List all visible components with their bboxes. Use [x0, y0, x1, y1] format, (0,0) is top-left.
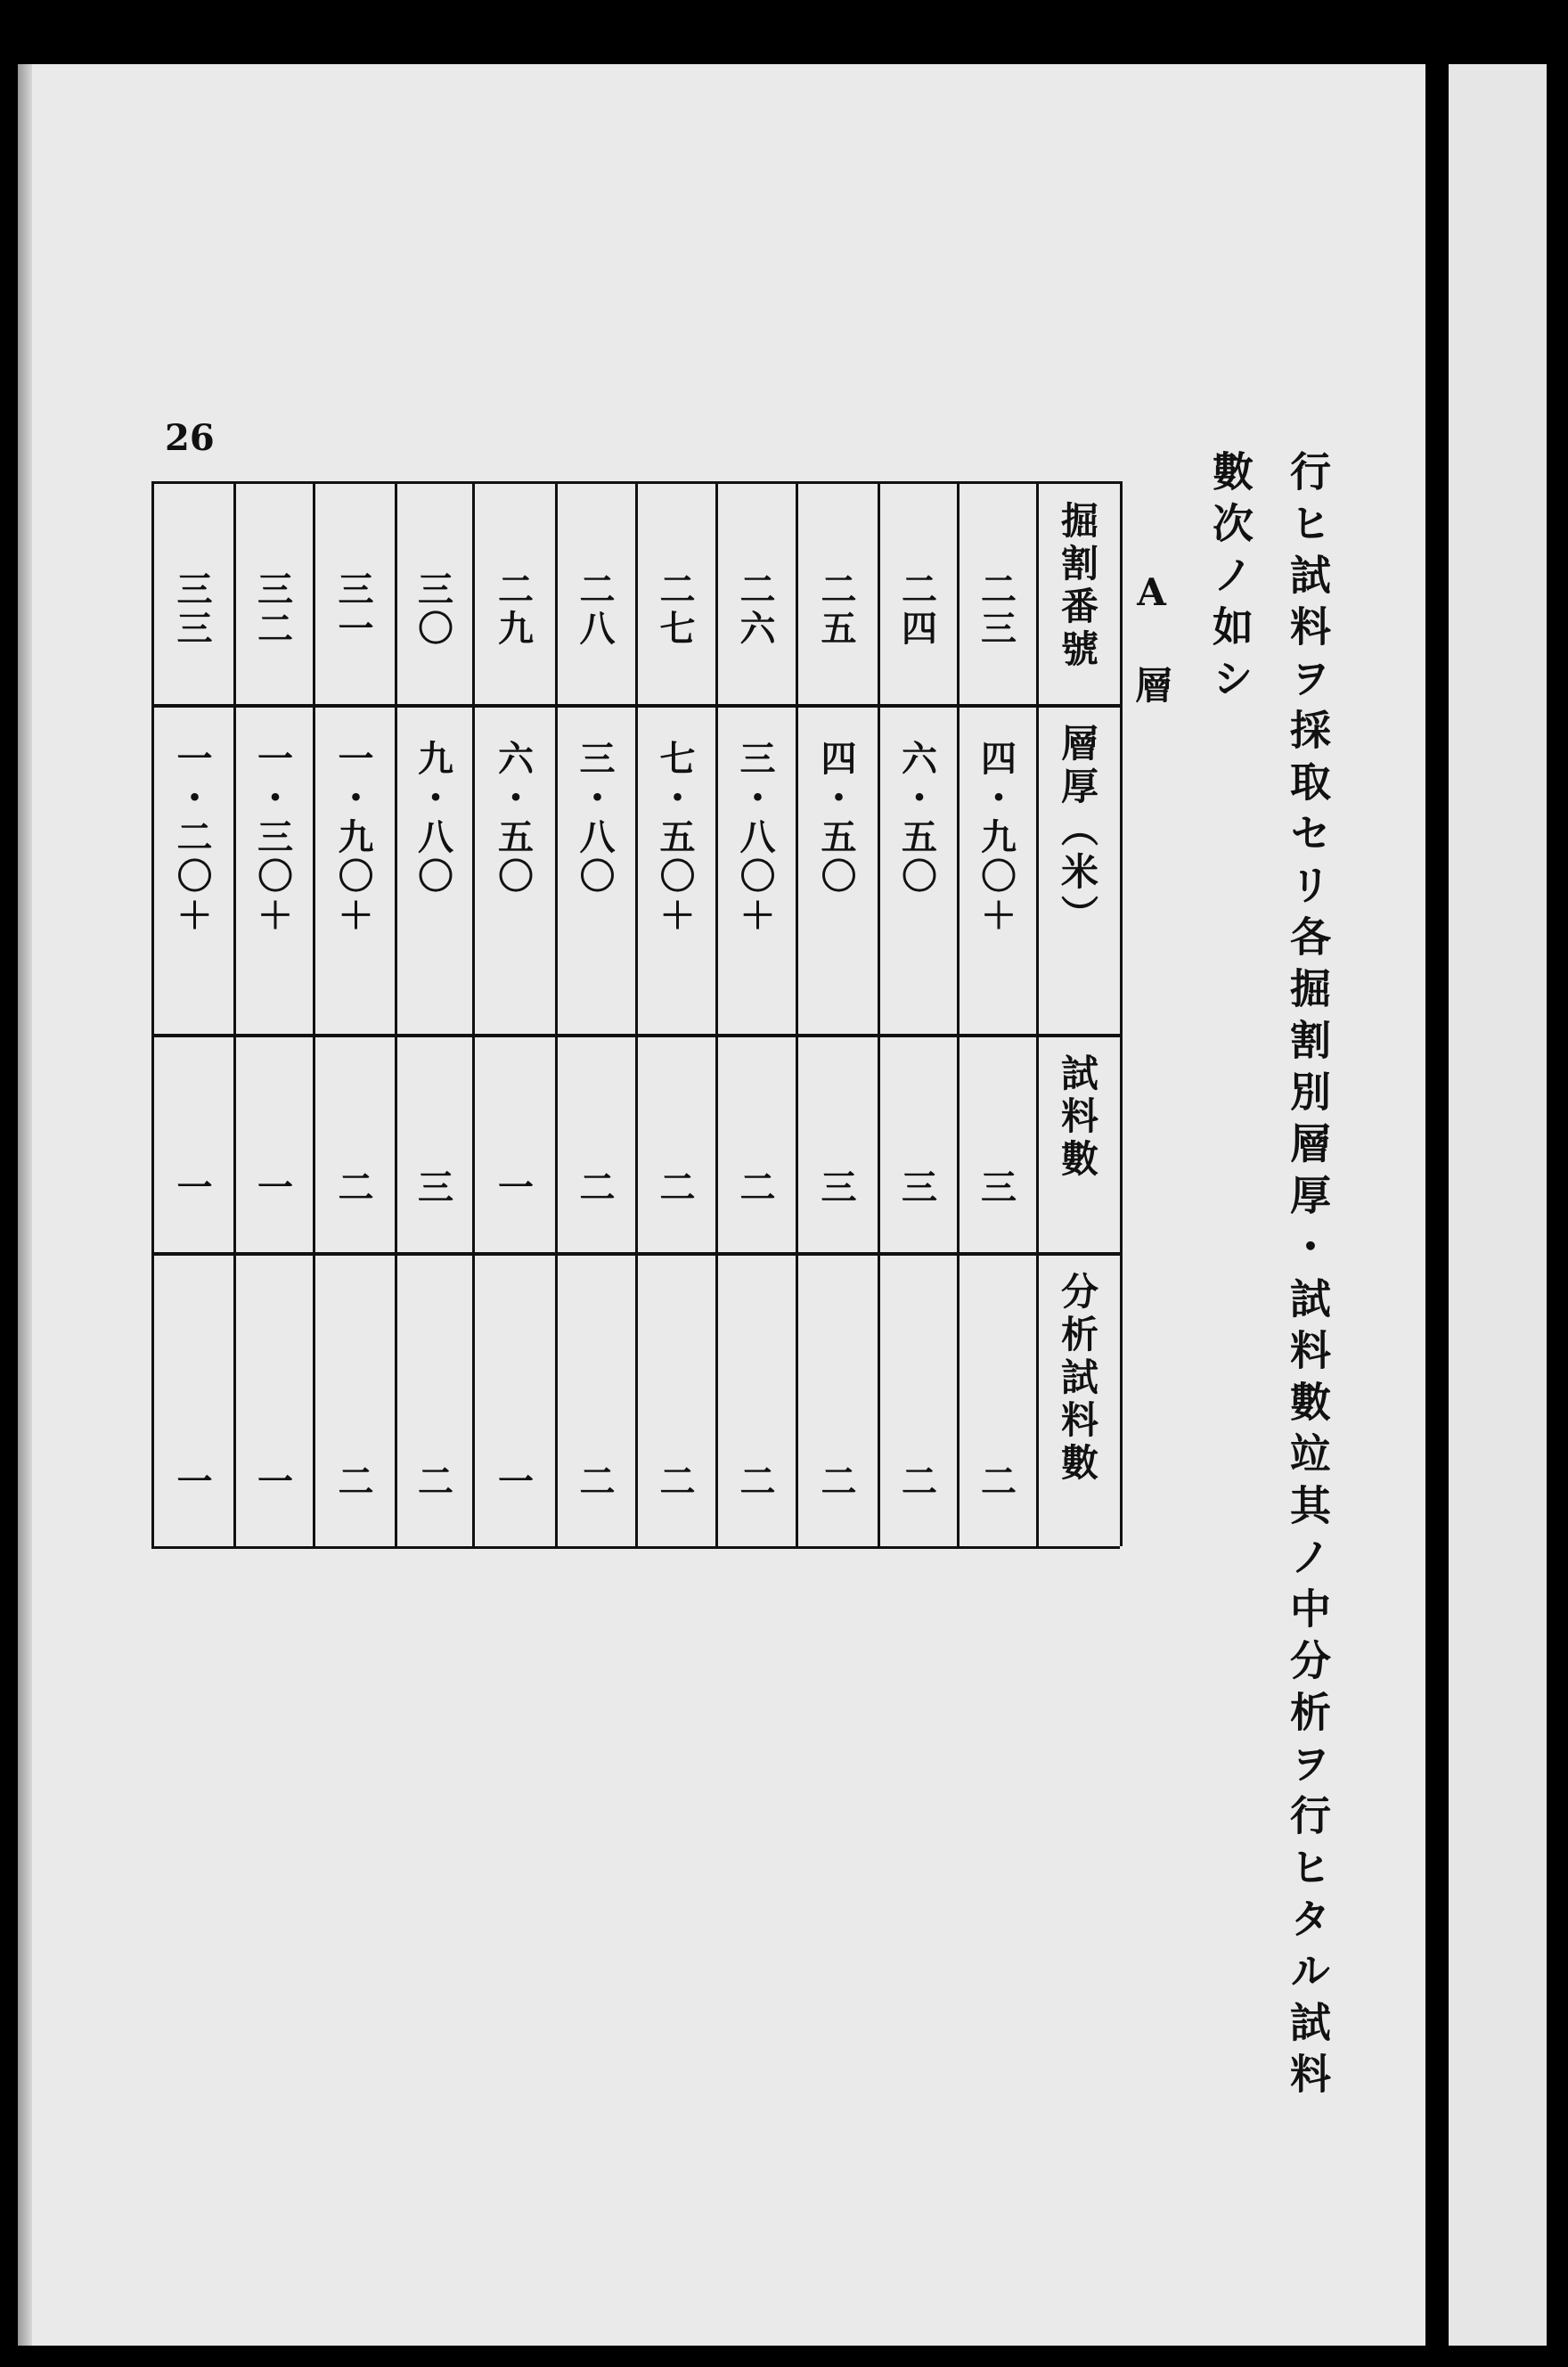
table-cell: 一	[492, 1462, 535, 1502]
page-number: 26	[165, 417, 215, 459]
table-header-cell: 層厚（米）	[1056, 724, 1099, 938]
table-cell: 二	[574, 1462, 616, 1502]
table-cell: 一	[171, 1462, 213, 1502]
book-page	[18, 64, 1439, 2346]
table-cell: 二三	[975, 570, 1017, 649]
table-cell: 二	[895, 1462, 938, 1502]
table-cell: 二四	[895, 570, 938, 649]
table-cell: 三〇	[412, 570, 454, 649]
table-header-cell: 試料數	[1056, 1053, 1099, 1182]
table-cell: 四・九〇＋	[975, 740, 1017, 936]
table-cell: 三	[895, 1168, 938, 1208]
table-cell: 二	[574, 1168, 616, 1208]
table-cell: 一	[251, 1462, 294, 1502]
table-cell: 三三	[171, 570, 213, 649]
table-cell: 一	[492, 1168, 535, 1208]
table-cell: 九・八〇	[412, 740, 454, 897]
table-cell: 二七	[654, 570, 696, 649]
table-cell: 一	[251, 1168, 294, 1208]
table-cell: 一・九〇＋	[332, 740, 374, 936]
table-cell: 七・五〇＋	[654, 740, 696, 936]
table-cell: 二	[412, 1462, 454, 1502]
table-cell: 一	[171, 1168, 213, 1208]
table-cell: 二	[654, 1168, 696, 1208]
table-cell: 六・五〇	[492, 740, 535, 897]
table-cell: 二	[975, 1462, 1017, 1502]
table-cell: 三・八〇	[574, 740, 616, 897]
table-cell: 三	[412, 1168, 454, 1208]
table-cell: 二六	[734, 570, 776, 649]
table-cell: 二	[815, 1462, 857, 1502]
table-cell: 二	[654, 1462, 696, 1502]
table-cell: 二八	[574, 570, 616, 649]
page-binding-edge	[18, 64, 32, 2346]
table-header-cell: 分析試料數	[1056, 1272, 1099, 1486]
table-cell: 二	[332, 1462, 374, 1502]
adjacent-page-edge	[1449, 64, 1547, 2346]
table-cell: 四・五〇	[815, 740, 857, 897]
table-cell: 二五	[815, 570, 857, 649]
table-cell: 三・八〇＋	[734, 740, 776, 936]
table-cell: 二	[734, 1462, 776, 1502]
table-cell: 二	[734, 1168, 776, 1208]
table-cell: 三一	[332, 570, 374, 649]
table-cell: 二	[332, 1168, 374, 1208]
page-gutter	[1425, 64, 1449, 2346]
body-text-line-2: 數次ノ如シ	[1206, 450, 1254, 708]
table-cell: 三	[815, 1168, 857, 1208]
table-cell: 一・三〇＋	[251, 740, 294, 936]
table-cell: 一・二〇＋	[171, 740, 213, 936]
body-text-line-1: 行ヒ試料ヲ採取セリ各掘割別層厚・試料數竝其ノ中分析ヲ行ヒタル試料	[1284, 450, 1332, 2104]
table-cell: 二九	[492, 570, 535, 649]
section-heading: A 層	[1130, 570, 1173, 710]
table-cell: 六・五〇	[895, 740, 938, 897]
table-cell: 三	[975, 1168, 1017, 1208]
table-header-cell: 掘割番號	[1056, 501, 1099, 672]
table-cell: 三二	[251, 570, 294, 649]
